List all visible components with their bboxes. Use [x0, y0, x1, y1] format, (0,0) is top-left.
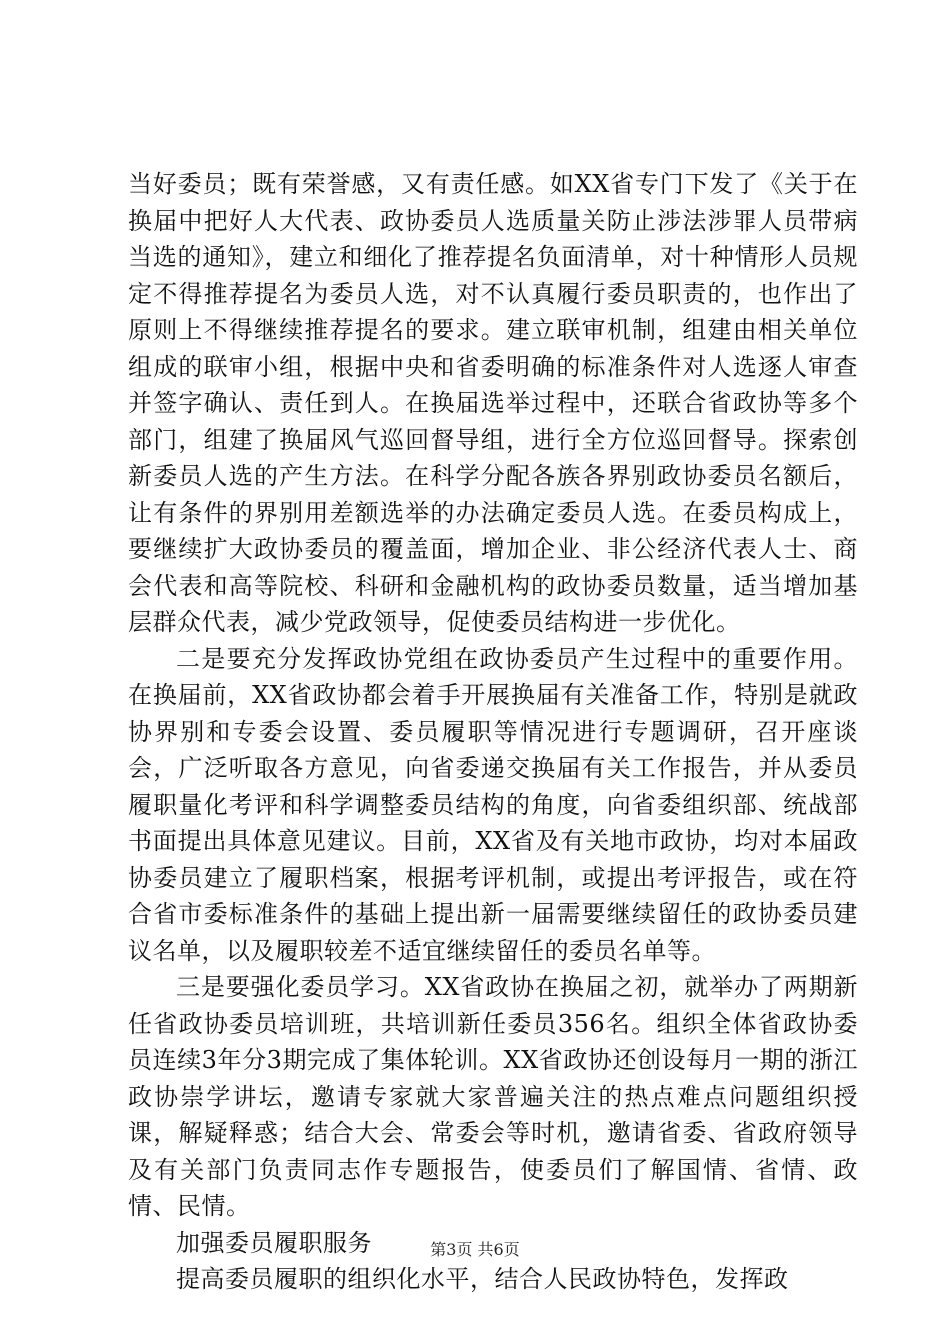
document-body: [128, 166, 858, 1298]
section-heading: 加强委员履职服务: [176, 1228, 372, 1257]
paragraph-point-three: 三是要强化委员学习。XX省政协在换届之初，就举办了两期新任省政协委员培训班，共培训新任委员356名。组织全体省政协委员连续3年分3期完成了集体轮训。XX省政协还创设每月一期的浙江政协崇学讲坛，邀请专家就大家普遍关注的热点难点问题组织授课，解疑释惑；结合大会、常委会等时机，邀请省委、省政府领导及有关部门负责同志作专题报告，使委员们了解国情、省情、政情、民情。: [128, 973, 858, 1220]
page-footer: 第3页 共6页: [430, 1240, 520, 1259]
paragraph-continuation: 当好委员；既有荣誉感，又有责任感。如XX省专门下发了《关于在换届中把好人大代表、政协委员人选质量关防止涉法涉罪人员带病当选的通知》，建立和细化了推荐提名负面清单，对十种情形人员规定不得推荐提名为委员人选，对不认真履行委员职责的，也作出了原则上不得继续推荐提名的要求。建立联审机制，组建由相关单位组成的联审小组，根据中央和省委明确的标准条件对人选逐人审查并签字确认、责任到人。在换届选举过程中，还联合省政协等多个部门，组建了换届风气巡回督导组，进行全方位巡回督导。探索创新委员人选的产生方法。在科学分配各族各界别政协委员名额后，让有条件的界别用差额选举的办法确定委员人选。在委员构成上，要继续扩大政协委员的覆盖面，增加企业、非公经济代表人士、商会代表和高等院校、科研和金融机构的政协委员数量，适当增加基层群众代表，减少党政领导，促使委员结构进一步优化。: [128, 170, 858, 636]
paragraph-point-two: 二是要充分发挥政协党组在政协委员产生过程中的重要作用。在换届前，XX省政协都会着手开展换届有关准备工作，特别是就政协界别和专委会设置、委员履职等情况进行专题调研，召开座谈会，广泛听取各方意见，向省委递交换届有关工作报告，并从委员履职量化考评和科学调整委员结构的角度，向省委组织部、统战部书面提出具体意见建议。目前，XX省及有关地市政协，均对本届政协委员建立了履职档案，根据考评机制，或提出考评报告，或在符合省市委标准条件的基础上提出新一届需要继续留任的政协委员建议名单，以及履职较差不适宜继续留任的委员名单等。: [128, 644, 858, 965]
paragraph-service: 提高委员履职的组织化水平，结合人民政协特色，发挥政: [176, 1265, 789, 1293]
